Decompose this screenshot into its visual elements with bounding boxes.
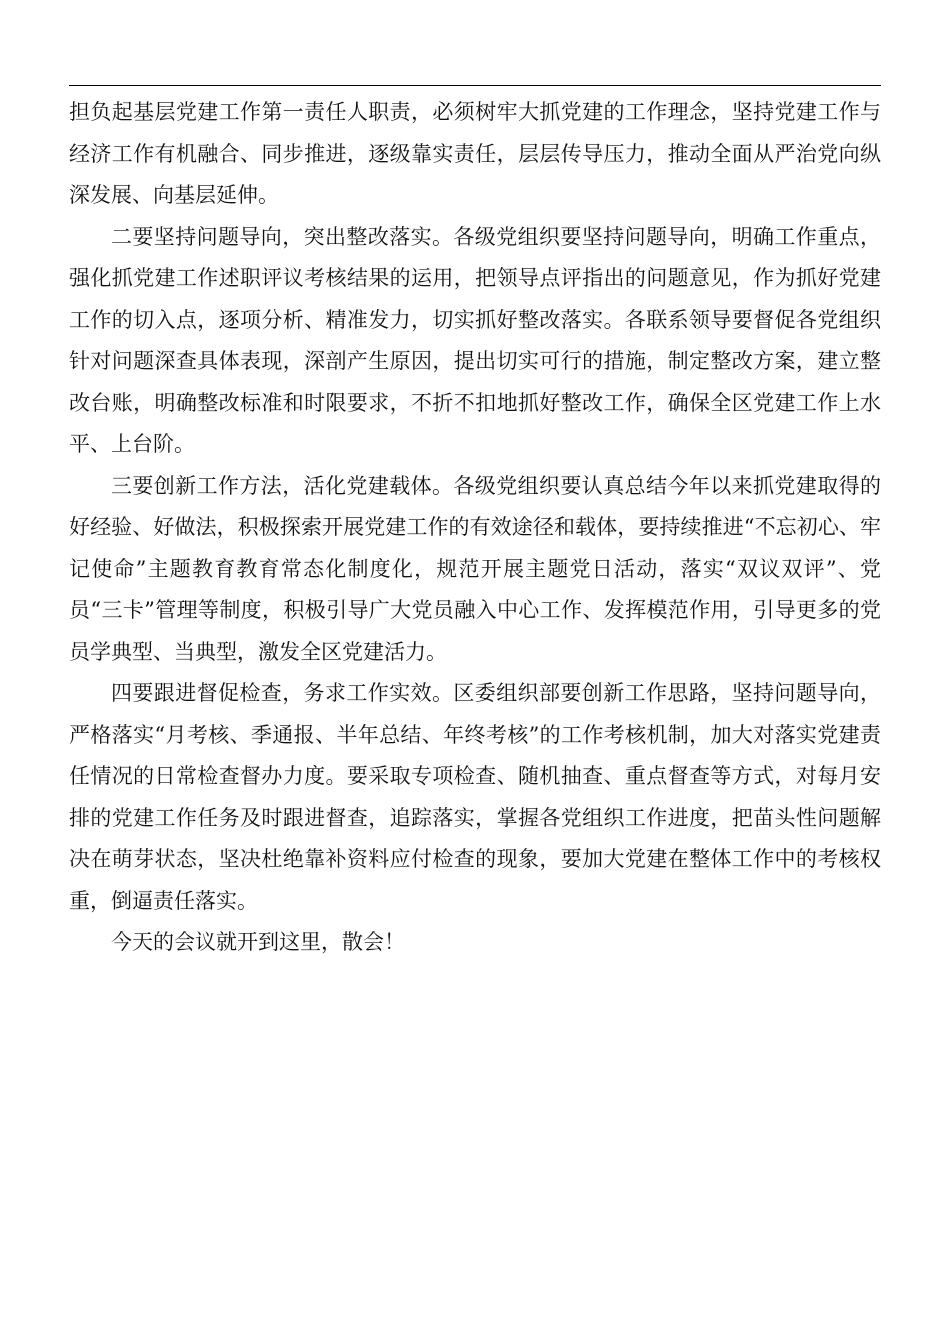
paragraph-continuation: 担负起基层党建工作第一责任人职责，必须树牢大抓党建的工作理念，坚持党建工作与经济工作有机融合、同步推进，逐级靠实责任，层层传导压力，推动全面从严治党向纵深发展、向基层延伸。 [69,100,881,207]
header-rule [69,85,881,86]
document-body [69,92,881,964]
paragraph-closing: 今天的会议就开到这里，散会！ [111,930,405,954]
paragraph-supervision: 四要跟进督促检查，务求工作实效。区委组织部要创新工作思路，坚持问题导向，严格落实“月考核、季通报、半年总结、年终考核”的工作考核机制，加大对落实党建责任情况的日常检查督办力度。要采取专项检查、随机抽查、重点督查等方式，对每月安排的党建工作任务及时跟进督查，追踪落实，掌握各党组织工作进度，把苗头性问题解决在萌芽状态，坚决杜绝靠补资料应付检查的现象，要加大党建在整体工作中的考核权重，倒逼责任落实。 [69,681,881,913]
paragraph-innovation: 三要创新工作方法，活化党建载体。各级党组织要认真总结今年以来抓党建取得的好经验、好做法，积极探索开展党建工作的有效途径和载体，要持续推进“不忘初心、牢记使命”主题教育教育常态化制度化，规范开展主题党日活动，落实“双议双评”、党员“三卡”管理等制度，积极引导广大党员融入中心工作、发挥模范作用，引导更多的党员学典型、当典型，激发全区党建活力。 [69,473,881,664]
paragraph-rectification: 二要坚持问题导向，突出整改落实。各级党组织要坚持问题导向，明确工作重点，强化抓党建工作述职评议考核结果的运用，把领导点评指出的问题意见，作为抓好党建工作的切入点，逐项分析、精准发力，切实抓好整改落实。各联系领导要督促各党组织针对问题深查具体表现，深剖产生原因，提出切实可行的措施，制定整改方案，建立整改台账，明确整改标准和时限要求，不折不扣地抓好整改工作，确保全区党建工作上水平、上台阶。 [69,224,881,456]
